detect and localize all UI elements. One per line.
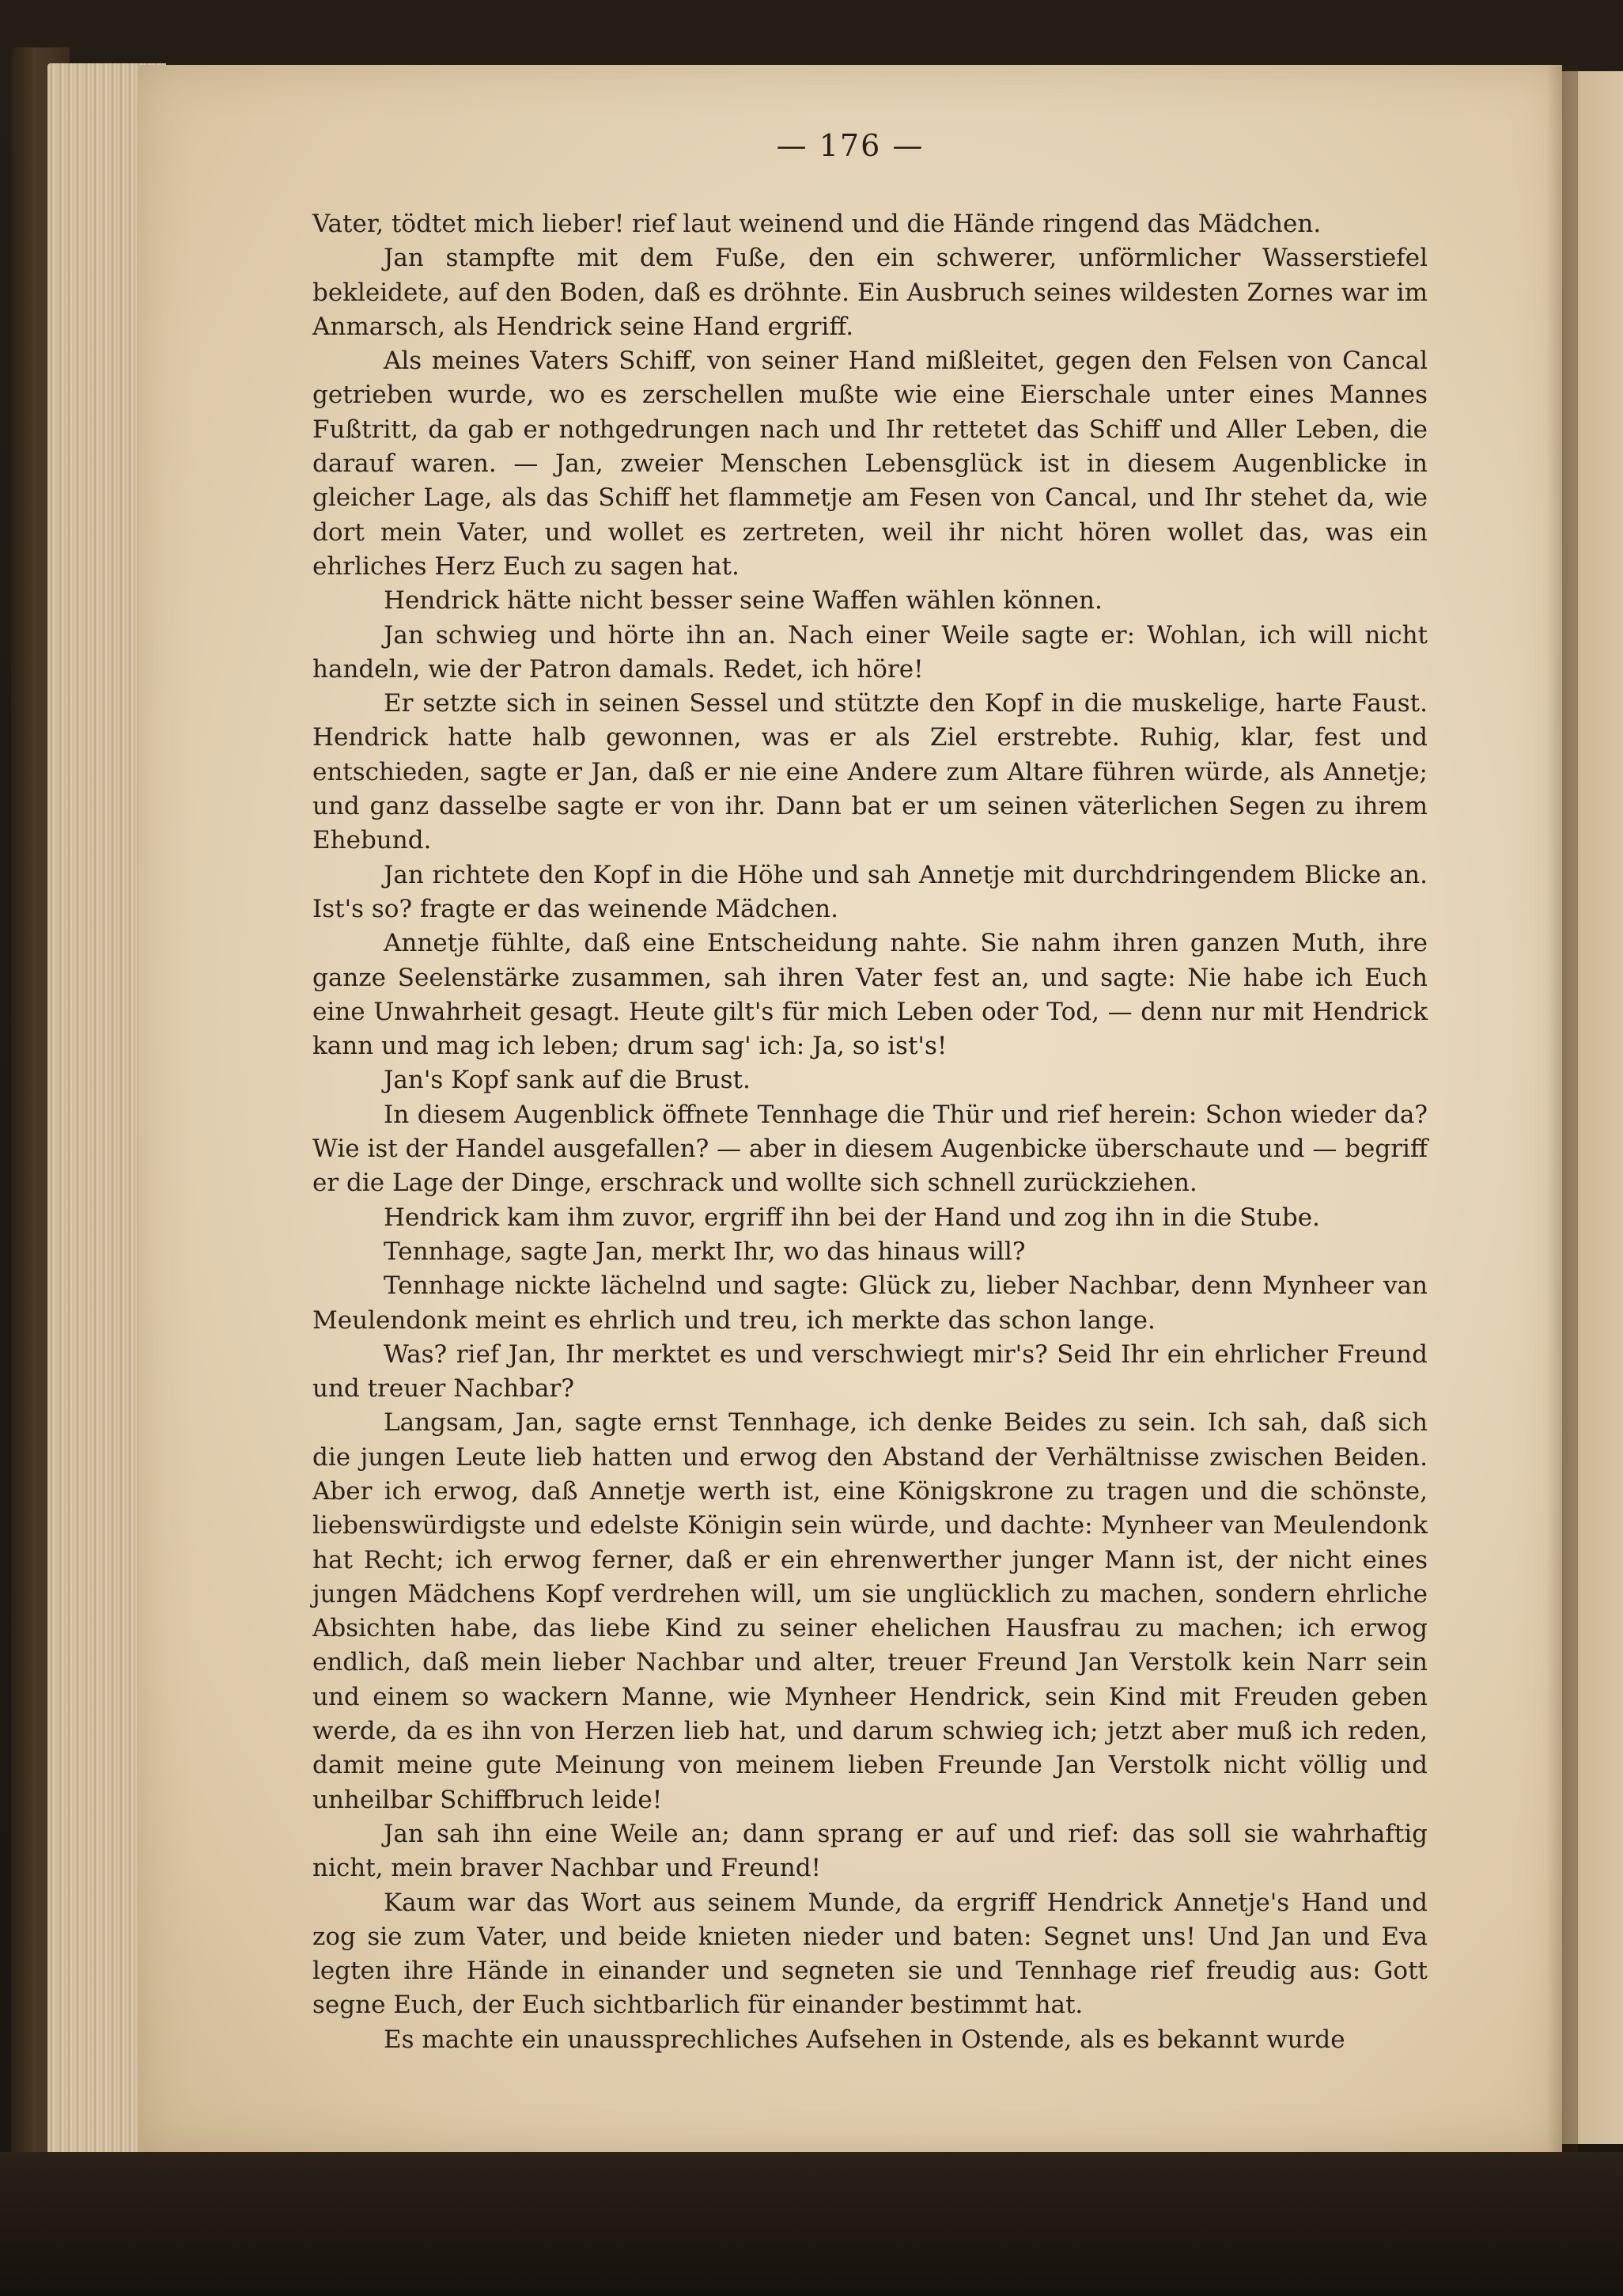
paragraph: Tennhage nickte lächelnd und sagte: Glück zu, lieber Nachbar, denn Mynheer van Meulendonk meint es ehrlich und treu, ich merkte das schon lange. bbox=[312, 1271, 1428, 1335]
paragraph: Kaum war das Wort aus seinem Munde, da ergriff Hendrick Annetje's Hand und zog sie zum Vater, und beide knieten nieder und baten: Segnet uns! Und Jan und Eva legten ihre Hände in einander und segneten sie und Tennhage rief freudig aus: Gott segne Euch, der Euch sichtbarlich für einander bestimmt hat. bbox=[312, 1888, 1428, 2020]
paragraph: Jan's Kopf sank auf die Brust. bbox=[384, 1066, 751, 1095]
paragraph: Jan schwieg und hörte ihn an. Nach einer Weile sagte er: Wohlan, ich will nicht handeln, wie der Patron damals. Redet, ich höre! bbox=[312, 620, 1428, 684]
paragraph: Es machte ein unaussprechliches Aufsehen in Ostende, als es bekannt wurde bbox=[384, 2025, 1345, 2054]
page-gutter-shadow bbox=[1546, 65, 1578, 2154]
paragraph: Vater, tödtet mich lieber! rief laut weinend und die Hände ringend das Mädchen. bbox=[312, 210, 1322, 238]
paragraph: Langsam, Jan, sagte ernst Tennhage, ich denke Beides zu sein. Ich sah, daß sich die jungen Leute lieb hatten und erwog den Abstand der Verhältnisse zwischen Beiden. Aber ich erwog, daß Annetje werth ist, eine Königskrone zu tragen und die schönste, liebenswürdigste und edelste Königin sein würde, und dachte: Mynheer van Meulendonk hat Recht; ich erwog ferner, daß er ein ehrenwerther junger Mann ist, der nicht eines jungen Mädchens Kopf verdrehen will, um sie unglücklich zu machen, sondern ehrliche Absichten habe, das liebe Kind zu seiner ehelichen Hausfrau zu machen; ich erwog endlich, daß mein lieber Nachbar und alter, treuer Freund Jan Verstolk kein Narr sein und einem so wackern Manne, wie Mynheer Hendrick, sein Kind mit Freuden geben werde, da es ihn von Herzen lieb hat, und darum schwieg ich; jetzt aber muß ich reden, damit meine gute Meinung von meinem lieben Freunde Jan Verstolk nicht völlig und unheilbar Schiffbruch leide! bbox=[312, 1408, 1428, 1814]
paragraph: Jan stampfte mit dem Fuße, den ein schwerer, unförmlicher Wasserstiefel bekleidete, auf den Boden, daß es dröhnte. Ein Ausbruch seines wildesten Zornes war im Anmarsch, als Hendrick seine Hand ergriff. bbox=[312, 244, 1428, 341]
paragraph: Annetje fühlte, daß eine Entscheidung nahte. Sie nahm ihren ganzen Muth, ihre ganze Seelenstärke zusammen, sah ihren Vater fest an, und sagte: Nie habe ich Euch eine Unwahrheit gesagt. Heute gilt's für mich Leben oder Tod, — denn nur mit Hendrick kann und mag ich leben; drum sag' ich: Ja, so ist's! bbox=[312, 929, 1428, 1061]
page-number: — 176 — bbox=[776, 128, 925, 163]
paragraph: Was? rief Jan, Ihr merktet es und verschwiegt mir's? Seid Ihr ein ehrlicher Freund und treuer Nachbar? bbox=[312, 1339, 1428, 1404]
book-page bbox=[138, 65, 1562, 2154]
background-bottom bbox=[0, 2152, 1623, 2296]
paragraph: Hendrick kam ihm zuvor, ergriff ihn bei der Hand und zog ihn in die Stube. bbox=[384, 1203, 1320, 1232]
page-text bbox=[312, 207, 1428, 2057]
paragraph: Er setzte sich in seinen Sessel und stützte den Kopf in die muskelige, harte Faust. Hendrick hatte halb gewonnen, was er als Ziel erstrebte. Ruhig, klar, fest und entschieden, sagte er Jan, daß er nie eine Andere zum Altare führen würde, als Annetje; und ganz dasselbe sagte er von ihr. Dann bat er um seinen väterlichen Segen zu ihrem Ehebund. bbox=[312, 689, 1428, 855]
paragraph: Tennhage, sagte Jan, merkt Ihr, wo das hinaus will? bbox=[384, 1237, 1026, 1266]
paragraph: In diesem Augenblick öffnete Tennhage die Thür und rief herein: Schon wieder da? Wie ist der Handel ausgefallen? — aber in diesem Augenbicke überschaute und — begriff er die Lage der Dinge, erschrack und wollte sich schnell zurückziehen. bbox=[312, 1100, 1428, 1198]
paragraph: Als meines Vaters Schiff, von seiner Hand mißleitet, gegen den Felsen von Cancal getrieben wurde, wo es zerschellen mußte wie eine Eierschale unter eines Mannes Fußtritt, da gab er nothgedrungen nach und Ihr rettetet das Schiff und Aller Leben, die darauf waren. — Jan, zweier Menschen Lebensglück ist in diesem Augenblicke in gleicher Lage, als das Schiff het flammetje am Fesen von Cancal, und Ihr stehet da, wie dort mein Vater, und wollet es zertreten, weil ihr nicht hören wollet das, was ein ehrliches Herz Euch zu sagen hat. bbox=[312, 347, 1428, 581]
paragraph: Jan sah ihn eine Weile an; dann sprang er auf und rief: das soll sie wahrhaftig nicht, mein braver Nachbar und Freund! bbox=[312, 1819, 1428, 1883]
paragraph: Jan richtete den Kopf in die Höhe und sah Annetje mit durchdringendem Blicke an. Ist's so? fragte er das weinende Mädchen. bbox=[312, 860, 1428, 923]
paragraph: Hendrick hätte nicht besser seine Waffen wählen können. bbox=[384, 586, 1103, 616]
